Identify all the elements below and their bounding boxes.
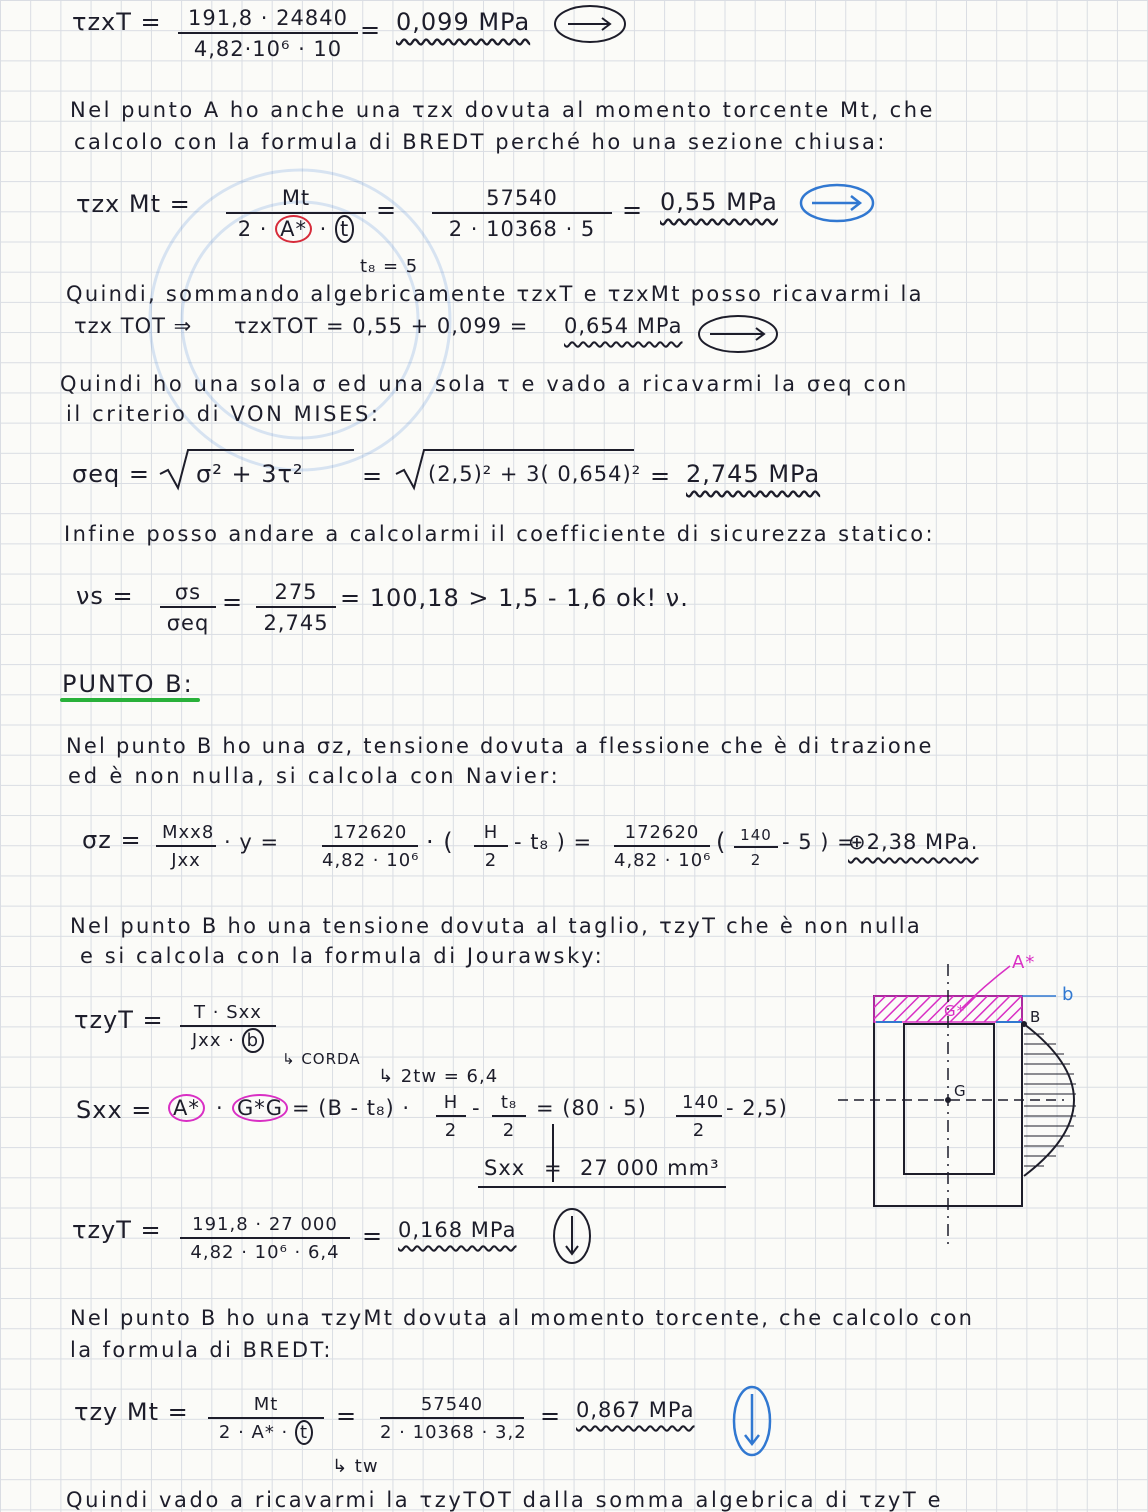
arrow-down-icon [730,1384,774,1458]
navier-mid: · y = [224,830,280,854]
fraction-denominator: 2,745 [263,611,329,635]
area-symbol-circled: A* [275,215,312,243]
fraction-numerator: 275 [256,580,336,608]
equals-sign: = [650,462,672,490]
sz-result: ⊕2,38 MPa. [848,830,979,854]
fraction-numerator: 172620 [614,822,710,847]
fraction-denominator [180,1027,276,1051]
equals-sign: = [622,196,644,224]
sxx-mid: = (B - t₈) · [292,1096,410,1120]
fraction-denominator: 2 [692,1120,706,1141]
fraction-denominator: 2 [484,850,498,871]
tzyMt-result: 0,867 MPa [576,1398,695,1422]
fraction-numerator: 191,8 · 24840 [178,6,358,34]
fraction-numerator: 140 [676,1092,722,1117]
tzxMt-result: 0,55 MPa [660,188,778,216]
minus: - [472,1096,481,1120]
equals-sign: = [362,462,384,490]
tzyT-fraction [180,1214,350,1263]
bredt2-fraction-1 [208,1394,324,1443]
equals-sign: = [222,588,244,616]
paren-open: · ( [426,828,454,856]
thickness-note: t₈ = 5 [360,256,419,277]
fraction-denominator: 2 · 10368 · 3,2 [380,1422,527,1443]
sxx-fraction-H [436,1092,466,1141]
navier-fraction-1 [156,822,216,871]
equals-sign: = [362,1222,384,1250]
navier-fraction-H [474,822,508,871]
tzxT-fraction [178,6,358,61]
tzxTOT-sum: τzxTOT = 0,55 + 0,099 = [234,314,529,338]
width-symbol-circled: b [242,1028,264,1053]
area-symbol-circled [168,1096,205,1120]
text-line: e si calcola con la formula di Jourawsky: [80,944,605,968]
safety-result: = 100,18 > 1,5 - 1,6 ok! ν. [340,584,689,612]
navier-fraction-140 [734,826,778,869]
text-line: ed è non nulla, si calcola con Navier: [68,764,561,788]
equals-sign: = [336,1402,358,1430]
tzyT-label: τzyT = [74,1006,164,1034]
arrow-right-icon [696,312,780,356]
heading-underline [60,698,200,702]
den-part: 2 · A* · [218,1422,289,1443]
fraction-numerator: Mt [226,186,366,214]
underline [478,1186,726,1188]
corda-note: ↳ CORDA [282,1050,361,1068]
equals-sign: = [360,16,382,44]
arrow-right-icon [552,2,628,46]
fraction-numerator: 191,8 · 27 000 [180,1214,350,1239]
safety-label: νs = [76,582,134,610]
sqrt-content: σ² + 3τ² [196,460,304,488]
sxx-label-2: Sxx [484,1156,526,1180]
fraction-denominator: 2 [444,1120,458,1141]
fraction-denominator: 4,82 · 10⁶ [614,850,712,871]
text-line: calcolo con la formula di BREDT perché ho una sezione chiusa: [74,130,887,154]
tw-note: ↳ 2tw = 6,4 [378,1066,499,1087]
fraction-numerator: 172620 [322,822,418,847]
fraction-numerator: σs [160,580,216,608]
section-heading: PUNTO B: [62,670,194,698]
tzxMt-label: τzx Mt = [76,190,191,218]
bredt2-fraction-2 [380,1394,527,1443]
text-line: Nel punto B ho una τzyMt dovuta al momento torcente, che calcolo con [70,1306,975,1330]
fraction-numerator: Mxx8 [156,822,216,847]
centroid [945,1097,951,1103]
sxx-fraction-140 [676,1092,722,1141]
diagram-label-A: A* [1012,952,1036,973]
safety-fraction-2 [256,580,336,635]
tzyT-label: τzyT = [72,1216,162,1244]
tw-note: ↳ tw [332,1456,379,1477]
sxx-tail: - 2,5) [726,1096,788,1120]
fraction-numerator: t₈ [492,1092,526,1117]
equals-sign: = [540,1402,562,1430]
thickness-symbol-circled: t [295,1420,313,1445]
fraction-numerator: T · Sxx [180,1002,276,1027]
fraction-denominator [226,214,366,241]
equals-sign: = [544,1156,563,1180]
fraction-denominator: σeq [166,611,210,635]
fraction-numerator: H [474,822,508,847]
paren-open: ( [716,828,727,856]
fraction-denominator: 2 · 10368 · 5 [448,217,596,241]
distance-symbol-circled [232,1096,288,1120]
navier-fraction-2 [322,822,418,871]
seq-label: σeq = [72,460,150,488]
text-line: Quindi, sommando algebricamente τzxT e τzxMt posso ricavarmi la [66,282,924,306]
navier-fraction-3 [614,822,710,871]
fraction-numerator: Mt [208,1394,324,1419]
fraction-denominator [208,1419,324,1443]
area-symbol: A* [168,1094,205,1122]
text-line: Nel punto B ho una tensione dovuta al taglio, τzyT che è non nulla [70,914,923,938]
tzxTOT-result: 0,654 MPa [564,314,683,338]
den-part: 2 · [237,217,268,241]
diagram-label-b: b [1062,984,1075,1005]
seq-result: 2,745 MPa [686,460,821,488]
text-line: Nel punto B ho una σz, tensione dovuta a flessione che è di trazione [66,734,934,758]
bredt-fraction-1 [226,186,366,241]
distance-symbol: G*G [232,1094,288,1122]
thickness-symbol-circled: t [335,215,354,243]
fraction-denominator: 2 [750,851,762,869]
sxx-fraction-t [492,1092,526,1141]
text-line: Infine posso andare a calcolarmi il coefficiente di sicurezza statico: [64,522,935,546]
sz-label: σz = [82,826,142,854]
fraction-numerator: 57540 [380,1394,524,1419]
sxx-label: Sxx = [76,1096,153,1124]
fraction-denominator: 4,82 · 10⁶ · 6,4 [190,1242,340,1263]
fraction-denominator: 4,82 · 10⁶ [322,850,420,871]
fraction-denominator: 4,82·10⁶ · 10 [193,37,343,61]
den-part: Jxx · [191,1030,235,1051]
text-line: il criterio di VON MISES: [66,402,381,426]
navier-tail: - 5 ) = [782,830,856,854]
sqrt-content: (2,5)² + 3( 0,654)² [428,462,642,486]
navier-minus: - t₈ ) = [514,830,593,854]
diagram-label-Gs: G* [944,1002,966,1020]
sxx-value: 27 000 mm³ [580,1156,720,1180]
fraction-numerator: 140 [734,826,778,848]
text-line: Nel punto A ho anche una τzx dovuta al momento torcente Mt, che [70,98,935,122]
fraction-numerator: 57540 [432,186,612,214]
tzxTOT-label: τzx TOT ⇒ [74,314,193,338]
den-part: · [319,217,328,241]
text-line: Quindi vado a ricavarmi la τzyTOT dalla somma algebrica di τzyT e [66,1488,944,1512]
fraction-denominator: Jxx [171,850,201,871]
text-line: Quindi ho una sola σ ed una sola τ e vado a ricavarmi la σeq con [60,372,909,396]
dot: · [216,1096,224,1120]
tzyT-result: 0,168 MPa [398,1218,517,1242]
tzxT-result: 0,099 MPa [396,8,531,36]
point-b [1021,1021,1027,1027]
text-line: la formula di BREDT: [70,1338,333,1362]
fraction-numerator: H [436,1092,466,1117]
tzxT-label: τzxT = [72,8,162,36]
arrow-down-icon [550,1206,594,1266]
tzyMt-label: τzy Mt = [74,1398,189,1426]
fraction-denominator: 2 [502,1120,516,1141]
bredt-fraction-2 [432,186,612,241]
sxx-eq: = (80 · 5) [536,1096,647,1120]
arrow-right-icon [798,180,876,226]
diagram-label-B: B [1030,1008,1042,1026]
jourawsky-fraction [180,1002,276,1051]
safety-fraction-1 [160,580,216,635]
equals-sign: = [376,196,398,224]
diagram-label-G: G [954,1082,967,1100]
